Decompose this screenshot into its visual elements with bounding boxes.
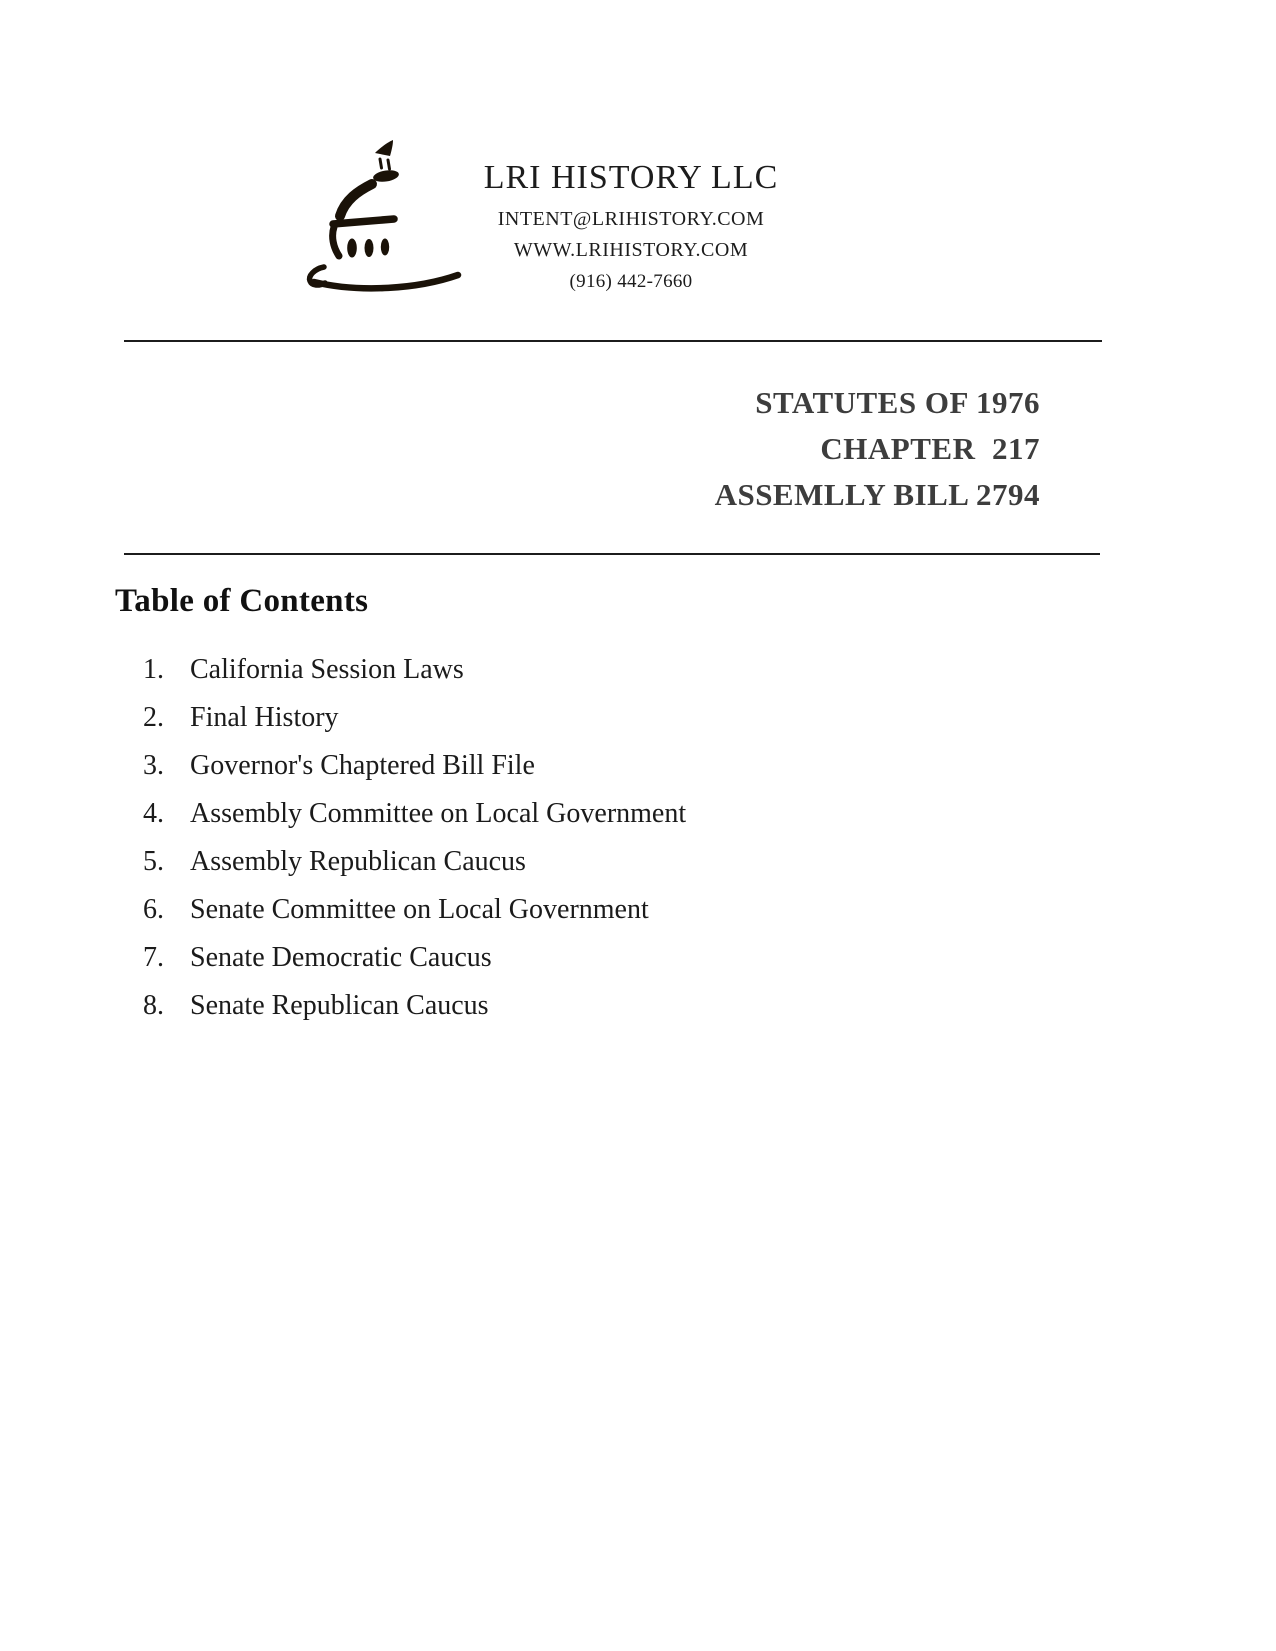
toc-list <box>143 655 686 1039</box>
toc-item-label: Assembly Committee on Local Government <box>190 798 687 829</box>
toc-item-number: 6. <box>143 894 164 925</box>
toc-item <box>143 655 686 685</box>
toc-item <box>143 751 686 781</box>
toc-item-number: 3. <box>143 750 164 781</box>
title-line-chapter: CHAPTER 217 <box>820 431 1040 466</box>
company-email: INTENT@LRIHISTORY.COM <box>497 208 765 230</box>
document-title <box>715 380 1040 518</box>
title-line-bill: ASSEMLLY BILL 2794 <box>714 477 1040 512</box>
toc-item-label: Assembly Republican Caucus <box>190 846 526 877</box>
title-line-statutes: STATUTES OF 1976 <box>755 385 1040 420</box>
toc-item <box>143 703 686 733</box>
toc-item <box>143 847 686 877</box>
company-name: LRI HISTORY LLC <box>483 159 779 196</box>
toc-item <box>143 991 686 1021</box>
toc-item-label: Senate Republican Caucus <box>190 990 489 1021</box>
toc-item-label: California Session Laws <box>190 654 464 685</box>
toc-item-number: 2. <box>143 702 164 733</box>
toc-item-label: Governor's Chaptered Bill File <box>190 750 535 781</box>
divider-bottom <box>124 553 1100 555</box>
letterhead <box>436 158 826 301</box>
toc-item-label: Senate Committee on Local Government <box>190 894 649 925</box>
toc-item-number: 8. <box>143 990 164 1021</box>
toc-item-number: 5. <box>143 846 164 877</box>
toc-item-number: 1. <box>143 654 164 685</box>
toc-item-label: Final History <box>190 702 339 733</box>
toc-item <box>143 799 686 829</box>
toc-item <box>143 943 686 973</box>
company-phone: (916) 442-7660 <box>569 271 693 292</box>
toc-item <box>143 895 686 925</box>
toc-item-number: 4. <box>143 798 164 829</box>
divider-top <box>124 340 1102 342</box>
toc-heading: Table of Contents <box>115 583 369 619</box>
toc-item-label: Senate Democratic Caucus <box>190 942 492 973</box>
toc-item-number: 7. <box>143 942 164 973</box>
company-website: WWW.LRIHISTORY.COM <box>513 239 749 261</box>
